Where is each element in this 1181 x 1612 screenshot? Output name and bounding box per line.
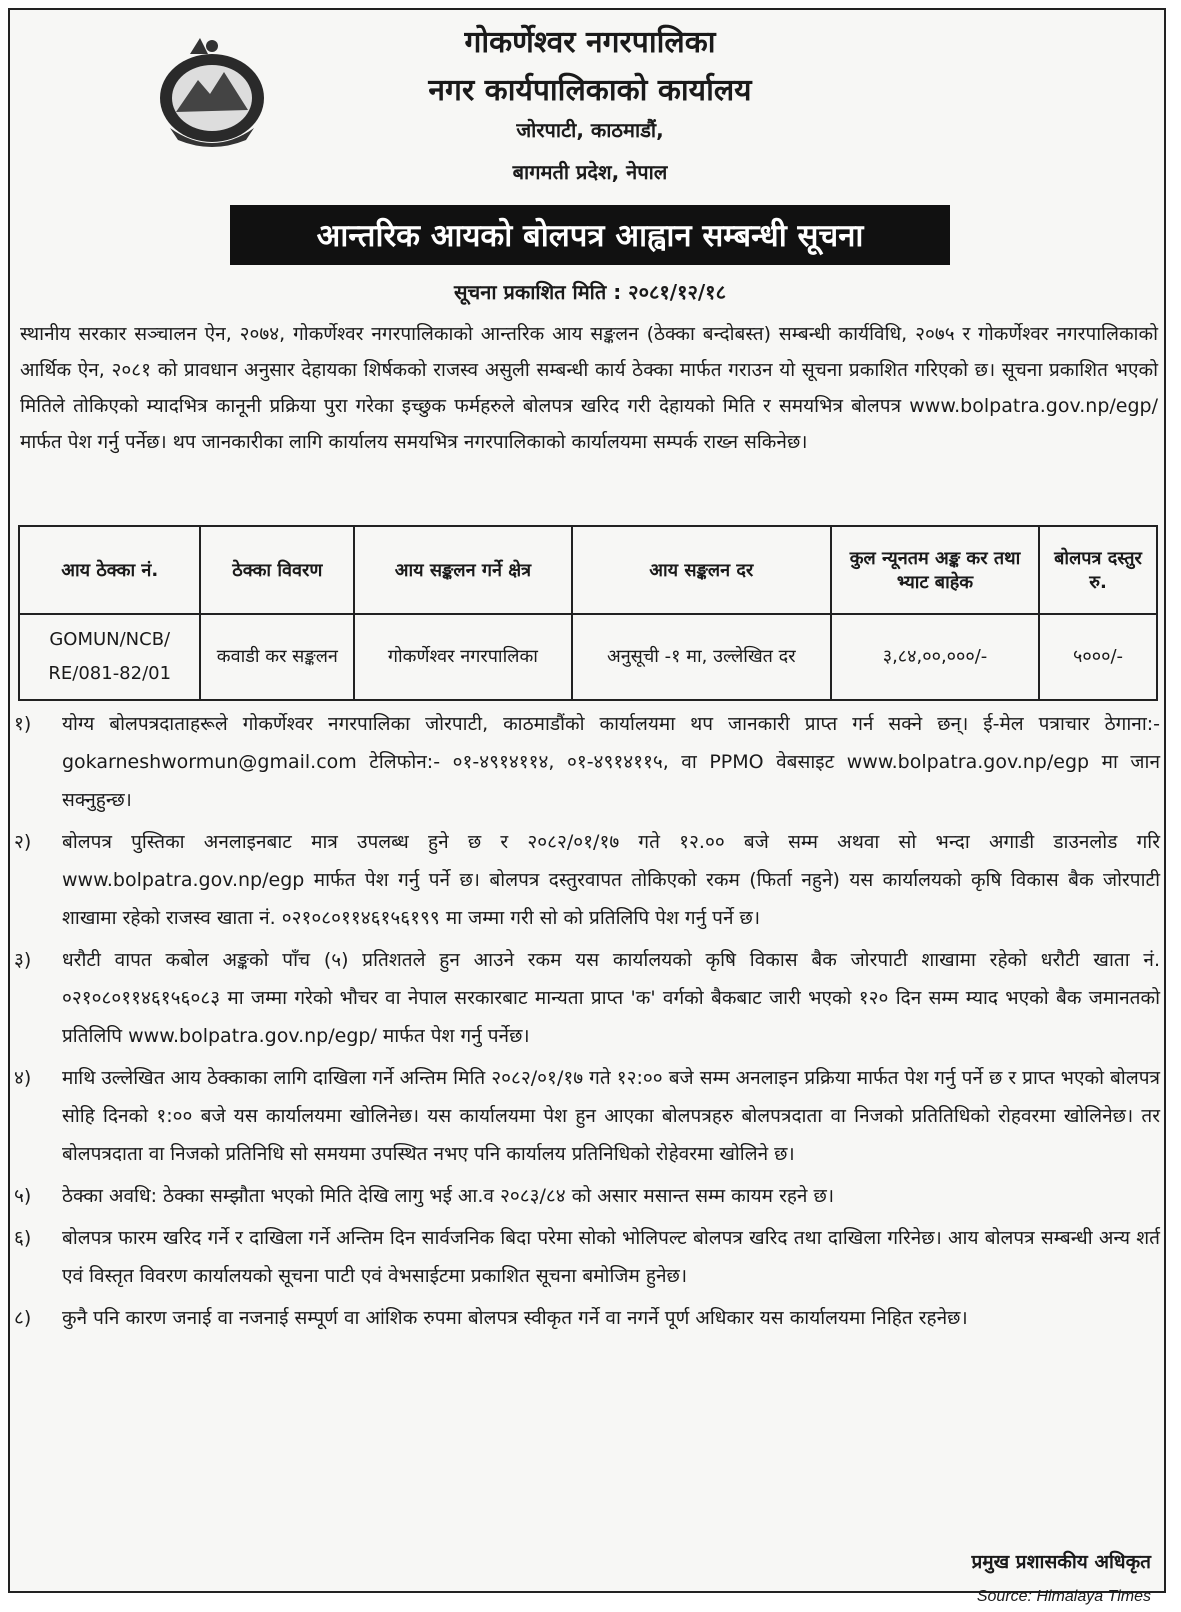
list-item (14, 705, 1160, 819)
item-text: कुनै पनि कारण जनाई वा नजनाई सम्पूर्ण वा आंशिक रुपमा बोलपत्र स्वीकृत गर्ने वा नगर्ने पूर्ण अधिकार यस कार्यालयमा निहित रहनेछ। (62, 1307, 968, 1329)
item-text: ठेक्का अवधि: ठेक्का सम्झौता भएको मिति देखि लागु भई आ.व २०८३/८४ को असार मसान्त सम्म कायम रहने छ। (62, 1185, 835, 1207)
signatory-title: प्रमुख प्रशासकीय अधिकृत (971, 1551, 1151, 1573)
org-name: गोकर्णेश्वर नगरपालिका (464, 25, 716, 60)
tender-table (18, 525, 1158, 701)
col-header-rate: आय सङ्कलन दर (572, 526, 831, 614)
list-item (14, 941, 1160, 1055)
nepal-emblem-icon (150, 32, 275, 150)
office-province: बागमती प्रदेश, नेपाल (512, 160, 668, 184)
item-number: ६) (14, 1227, 32, 1249)
col-header-area: आय सङ्कलन गर्ने क्षेत्र (354, 526, 571, 614)
item-text: बोलपत्र पुस्तिका अनलाइनबाट मात्र उपलब्ध हुने छ र २०८२/०१/१७ गते १२.०० बजे सम्म अथवा सो भन्दा अगाडी डाउनलोड गरि www.bolpatra.gov.np/egp मार्फत पेश गर्नु पर्ने छ। बोलपत्र दस्तुरवापत तोकिएको रकम (फिर्ता नहुने) यस कार्यालयको कृषि विकास बैक जोरपाटी शाखामा रहेको राजस्व खाता नं. ०२१०८०११४६१५६१९९ मा जम्मा गरी सो को प्रतिलिपि पेश गर्नु पर्ने छ। (62, 831, 1160, 929)
item-number: २) (14, 831, 32, 853)
office-address: जोरपाटी, काठमाडौं, (516, 118, 664, 142)
item-text: माथि उल्लेखित आय ठेक्काका लागि दाखिला गर्ने अन्तिम मिति २०८२/०१/१७ गते १२:०० बजे सम्म अनलाइन प्रक्रिया मार्फत पेश गर्नु पर्ने छ र प्राप्त भएको बोलपत्र सोहि दिनको १:०० बजे यस कार्यालयमा खोलिनेछ। यस कार्यालयमा पेश हुन आएका बोलपत्रहरु बोलपत्रदाता वा निजको प्रतितिधिको रोहवरमा खोलिनेछ। तर बोलपत्रदाता वा निजको प्रतिनिधि सो समयमा उपस्थित नभए पनि कार्यालय प्रतिनिधिको रोहेवरमा खोलिने छ। (62, 1067, 1160, 1165)
item-text: योग्य बोलपत्रदाताहरूले गोकर्णेश्वर नगरपालिका जोरपाटी, काठमाडौंको कार्यालयमा थप जानकारी प्राप्त गर्न सक्ने छन्। ई-मेल पत्राचार ठेगाना:- gokarneshwormun@gmail.com टेलिफोन:- ०१-४९१४११४, ०१-४९१४११५, वा PPMO वेबसाइट www.bolpatra.gov.np/egp मा जान सक्नुहुन्छ। (62, 713, 1160, 811)
cell-minimum-amount: ३,८४,००,०००/- (831, 614, 1039, 700)
list-item (14, 1177, 1160, 1215)
item-text: धरौटी वापत कबोल अङ्कको पाँच (५) प्रतिशतले हुन आउने रकम यस कार्यालयको कृषि विकास बैक जोरपाटी शाखामा रहेको धरौटी खाता नं. ०२१०८०११४६१५६०८३ मा जम्मा गरेको भौचर वा नेपाल सरकारबाट मान्यता प्राप्त 'क' वर्गको बैकबाट जारी भएको १२० दिन सम्म म्याद भएको बैक जमानतको प्रतिलिपि www.bolpatra.gov.np/egp/ मार्फत पेश गर्नु पर्नेछ। (62, 949, 1160, 1047)
list-item (14, 1219, 1160, 1295)
item-text: बोलपत्र फारम खरिद गर्ने र दाखिला गर्ने अन्तिम दिन सार्वजनिक बिदा परेमा सोको भोलिपल्ट बोलपत्र खरिद तथा दाखिला गरिनेछ। आय बोलपत्र सम्बन्धी अन्य शर्त एवं विस्तृत विवरण कार्यालयको सूचना पाटी एवं वेभसाईटमा प्रकाशित सूचना बमोजिम हुनेछ। (62, 1227, 1160, 1287)
conditions-list (14, 705, 1160, 1341)
published-date: सूचना प्रकाशित मिति : २०८१/१२/१८ (454, 280, 726, 304)
col-header-minimum-amount: कुल न्यूनतम अङ्क कर तथा भ्याट बाहेक (831, 526, 1039, 614)
col-header-description: ठेक्का विवरण (200, 526, 354, 614)
source-credit: Source: Himalaya Times (976, 1588, 1151, 1605)
col-header-bid-fee: बोलपत्र दस्तुर रु. (1039, 526, 1157, 614)
list-item (14, 1299, 1160, 1337)
cell-area: गोकर्णेश्वर नगरपालिका (354, 614, 571, 700)
col-header-contract-no: आय ठेक्का नं. (19, 526, 200, 614)
list-item (14, 1059, 1160, 1173)
office-name: नगर कार्यपालिकाको कार्यालय (428, 73, 752, 108)
item-number: ५) (14, 1185, 32, 1207)
cell-contract-no: GOMUN/NCB/ RE/081-82/01 (19, 614, 200, 700)
item-number: ८) (14, 1307, 32, 1329)
list-item (14, 823, 1160, 937)
intro-paragraph: स्थानीय सरकार सञ्चालन ऐन, २०७४, गोकर्णेश्वर नगरपालिकाको आन्तरिक आय सङ्कलन (ठेक्का बन्दोबस्त) सम्बन्धी कार्यविधि, २०७५ र गोकर्णेश्वर नगरपालिकाको आर्थिक ऐन, २०८१ को प्रावधान अनुसार देहायका शिर्षकको राजस्व असुली सम्बन्धी कार्य ठेक्का मार्फत गराउन यो सूचना प्रकाशित गरिएको छ। सूचना प्रकाशित भएको मितिले तोकिएको म्यादभित्र कानूनी प्रक्रिया पुरा गरेका इच्छुक फर्महरुले बोलपत्र खरिद गरी देहायको मिति र समयभित्र बोलपत्र www.bolpatra.gov.np/egp/ मार्फत पेश गर्नु पर्नेछ। थप जानकारीका लागि कार्यालय समयभित्र नगरपालिकाको कार्यालयमा सम्पर्क राख्न सकिनेछ। (20, 323, 1158, 453)
item-number: ४) (14, 1067, 32, 1089)
cell-description: कवाडी कर सङ्कलन (200, 614, 354, 700)
table-row (19, 614, 1157, 700)
item-number: १) (14, 713, 32, 735)
notice-title: आन्तरिक आयको बोलपत्र आह्वान सम्बन्धी सूचना (230, 205, 950, 265)
item-number: ३) (14, 949, 32, 971)
cell-bid-fee: ५०००/- (1039, 614, 1157, 700)
table-header-row (19, 526, 1157, 614)
cell-rate: अनुसूची -१ मा, उल्लेखित दर (572, 614, 831, 700)
